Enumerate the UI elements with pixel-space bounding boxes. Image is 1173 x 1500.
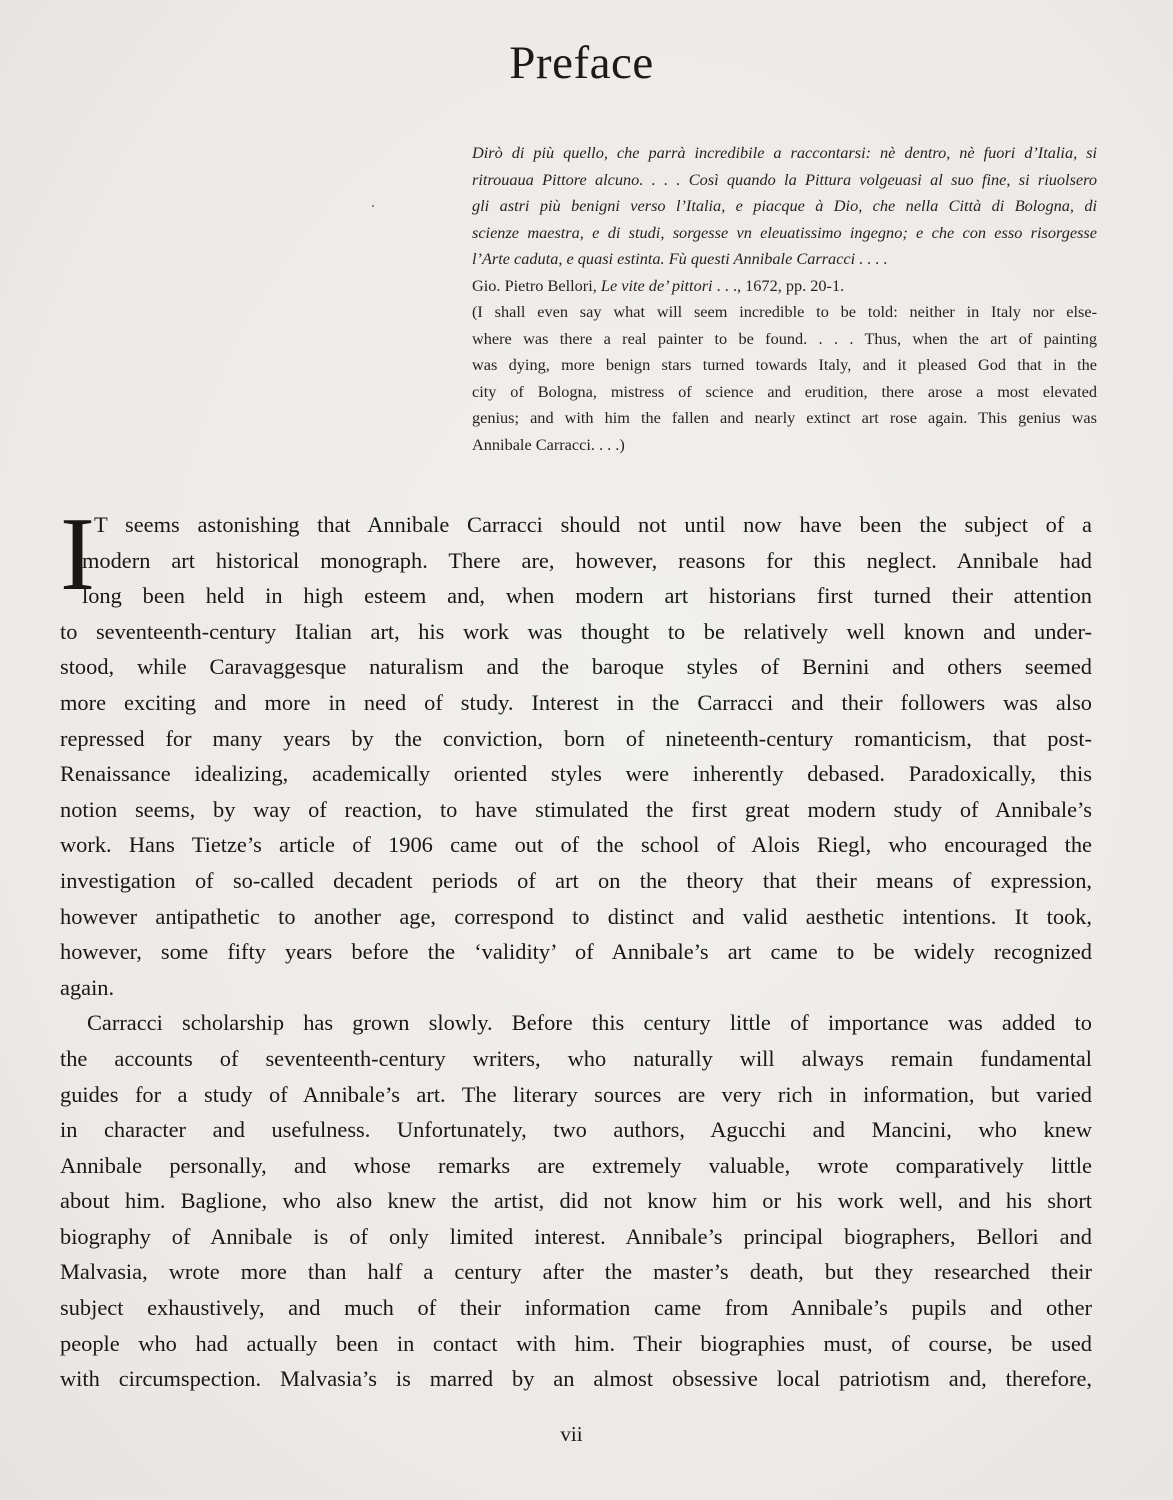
- paragraph-line: to seventeenth-century Italian art, his work was thought to be relatively well known and under-: [60, 618, 1092, 644]
- citation-details: . . ., 1672, pp. 20-1.: [716, 275, 845, 295]
- drop-cap: I: [60, 495, 95, 612]
- citation-work: Le vite de’ pittori: [600, 275, 713, 295]
- epigraph-citation: [472, 273, 1097, 300]
- paper-speck: [372, 205, 374, 207]
- paragraph-line: more exciting and more in need of study. Interest in the Carracci and their followers was also: [60, 689, 1092, 715]
- epigraph-translation-line: Annibale Carracci. . . .): [472, 434, 625, 454]
- epigraph-translation-line: (I shall even say what will seem incredible to be told: neither in Italy nor else-: [472, 302, 1097, 321]
- paragraph-line: guides for a study of Annibale’s art. The literary sources are very rich in information, but varied: [60, 1081, 1092, 1107]
- paragraph-line: however antipathetic to another age, correspond to distinct and valid aesthetic intentions. It took,: [60, 903, 1092, 929]
- paragraph-line: investigation of so-called decadent periods of art on the theory that their means of expression,: [60, 867, 1092, 893]
- epigraph-italian-line: gli astri più benigni verso l’Italia, e piacque à Dio, che nella Città di Bologna, di: [472, 196, 1097, 215]
- epigraph-translation-line: was dying, more benign stars turned towards Italy, and it pleased God that in the: [472, 355, 1097, 374]
- epigraph-translation-line: city of Bologna, mistress of science and erudition, there arose a most elevated: [472, 381, 1097, 401]
- citation-author: Gio. Pietro Bellori,: [472, 275, 597, 295]
- epigraph: [472, 140, 1097, 458]
- paragraph-line: Annibale personally, and whose remarks are extremely valuable, wrote comparatively little: [60, 1152, 1092, 1178]
- paragraph-line: in character and usefulness. Unfortunately, two authors, Agucchi and Mancini, who knew: [60, 1117, 1092, 1143]
- paragraph-line: again.: [60, 974, 115, 1000]
- page-title: Preface: [509, 37, 654, 89]
- paragraph-line: modern art historical monograph. There are, however, reasons for this neglect. Annibale had: [82, 547, 1092, 573]
- epigraph-italian-line: l’Arte caduta, e quasi estinta. Fù questi Annibale Carracci . . . .: [472, 249, 888, 268]
- paragraph-line: notion seems, by way of reaction, to have stimulated the first great modern study of Annibale’s: [60, 796, 1092, 822]
- paragraph-line: work. Hans Tietze’s article of 1906 came out of the school of Alois Riegl, who encouraged the: [60, 832, 1092, 858]
- epigraph-italian-line: ritrouaua Pittore alcuno. . . . Così quando la Pittura volgeuasi al suo fine, si riuolsero: [472, 169, 1097, 189]
- paragraph-line: biography of Annibale is of only limited interest. Annibale’s principal biographers, Bellori and: [60, 1223, 1092, 1249]
- paragraph-line: Carracci scholarship has grown slowly. Before this century little of importance was added to: [87, 1010, 1092, 1036]
- paragraph-line: repressed for many years by the conviction, born of nineteenth-century romanticism, that post-: [60, 725, 1092, 751]
- page-number: vii: [560, 1422, 583, 1446]
- paragraph-line: long been held in high esteem and, when modern art historians first turned their attention: [82, 583, 1092, 609]
- paragraph-line: Malvasia, wrote more than half a century after the master’s death, but they researched their: [60, 1259, 1092, 1285]
- paragraph-line: Renaissance idealizing, academically oriented styles were inherently debased. Paradoxically, this: [60, 761, 1092, 787]
- epigraph-italian-line: Dirò di più quello, che parrà incredibile a raccontarsi: nè dentro, nè fuori d’Italia, si: [472, 143, 1097, 162]
- paragraph-line: the accounts of seventeenth-century writers, who naturally will always remain fundamental: [60, 1045, 1092, 1071]
- paragraph-line: however, some fifty years before the ‘validity’ of Annibale’s art came to be widely recognized: [60, 939, 1092, 965]
- paragraph-line: subject exhaustively, and much of their information came from Annibale’s pupils and other: [60, 1295, 1092, 1321]
- body-text: [60, 507, 1092, 1397]
- paragraph-line: with circumspection. Malvasia’s is marred by an almost obsessive local patriotism and, therefore,: [60, 1366, 1092, 1392]
- epigraph-translation-line: genius; and with him the fallen and nearly extinct art rose again. This genius was: [472, 408, 1097, 427]
- epigraph-italian-line: scienze maestra, e di studi, sorgesse vn eleuatissimo ingegno; e che con esso risorgesse: [472, 222, 1097, 242]
- paragraph-line: T seems astonishing that Annibale Carracci should not until now have been the subject of a: [94, 512, 1092, 537]
- paragraph-line: people who had actually been in contact with him. Their biographies must, of course, be used: [60, 1330, 1092, 1356]
- paragraph-line: about him. Baglione, who also knew the artist, did not know him or his work well, and his short: [60, 1188, 1092, 1214]
- paragraph-line: stood, while Caravaggesque naturalism and the baroque styles of Bernini and others seemed: [60, 654, 1092, 680]
- epigraph-translation-line: where was there a real painter to be found. . . . Thus, when the art of painting: [472, 328, 1097, 348]
